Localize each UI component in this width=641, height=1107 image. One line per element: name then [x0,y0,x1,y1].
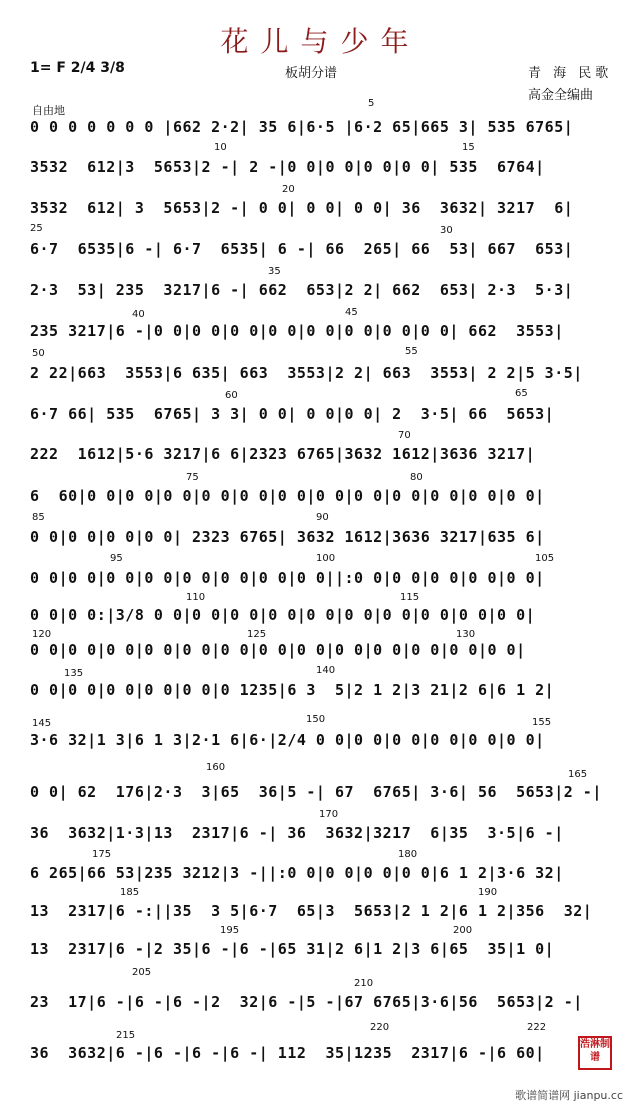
arranger-seal: 浩淋制谱 [578,1036,612,1070]
staff-row: 23 17|6 -|6 -|6 -|2 32|6 -|5 -|67 6765|3·6|56 5653|2 -| [30,993,583,1011]
measure-number: 190 [478,887,498,898]
measure-number: 125 [247,629,267,640]
staff-row: 3532 612| 3 5653|2 -| 0 0| 0 0| 0 0| 36 3632| 3217 6| [30,199,574,217]
measure-number: 220 [370,1022,390,1033]
measure-number: 20 [282,184,295,195]
measure-number: 215 [116,1030,136,1041]
staff-row: 2·3 53| 235 3217|6 -| 662 653|2 2| 662 653| 2·3 5·3| [30,281,574,299]
measure-number: 70 [398,430,411,441]
measure-number: 210 [354,978,374,989]
site-watermark: 歌谱简谱网 jianpu.cc [515,1089,623,1102]
staff-row: 0 0|0 0|0 0|0 0|0 0|0 0|0 0|0 0|0 0|0 0|0 0|0 0|0 0| [30,641,526,659]
measure-number: 195 [220,925,240,936]
measure-number: 90 [316,512,329,523]
measure-number: 5 [368,98,375,109]
staff-row: 222 1612|5·6 3217|6 6|2323 6765|3632 1612|3636 3217| [30,445,536,463]
staff-row: 0 0|0 0:|3/8 0 0|0 0|0 0|0 0|0 0|0 0|0 0|0 0|0 0|0 0| [30,606,536,624]
measure-number: 120 [32,629,52,640]
staff-row: 36 3632|6 -|6 -|6 -|6 -| 112 35|1235 2317|6 -|6 60| [30,1044,545,1062]
staff-row: 0 0| 62 176|2·3 3|65 36|5 -| 67 6765| 3·6| 56 5653|2 -| [30,783,602,801]
staff-row: 235 3217|6 -|0 0|0 0|0 0|0 0|0 0|0 0|0 0|0 0| 662 3553| [30,322,564,340]
measure-number: 165 [568,769,588,780]
measure-number: 65 [515,388,528,399]
measure-number: 60 [225,390,238,401]
measure-number: 175 [92,849,112,860]
measure-number: 10 [214,142,227,153]
measure-number: 185 [120,887,140,898]
part-subtitle: 板胡分谱 [285,66,338,81]
measure-number: 85 [32,512,45,523]
staff-row: 0 0|0 0|0 0|0 0| 2323 6765| 3632 1612|3636 3217|635 6| [30,528,545,546]
measure-number: 105 [535,553,555,564]
measure-number: 55 [405,346,418,357]
measure-number: 50 [32,348,45,359]
measure-number: 80 [410,472,423,483]
measure-number: 110 [186,592,206,603]
measure-number: 200 [453,925,473,936]
measure-number: 40 [132,309,145,320]
staff-row: 0 0 0 0 0 0 0 |662 2·2| 35 6|6·5 |6·2 65|665 3| 535 6765| [30,118,574,136]
measure-number: 170 [319,809,339,820]
staff-row: 2 22|663 3553|6 635| 663 3553|2 2| 663 3553| 2 2|5 3·5| [30,364,583,382]
measure-number: 45 [345,307,358,318]
key-signature: 1= F 2/4 3/8 [30,60,125,76]
staff-row: 3·6 32|1 3|6 1 3|2·1 6|6·|2/4 0 0|0 0|0 0|0 0|0 0|0 0| [30,731,545,749]
measure-number: 180 [398,849,418,860]
measure-number: 35 [268,266,281,277]
measure-number: 205 [132,967,152,978]
tempo-marking: 自由地 [32,104,65,117]
staff-row: 0 0|0 0|0 0|0 0|0 0|0 1235|6 3 5|2 1 2|3 21|2 6|6 1 2| [30,681,555,699]
staff-row: 6 60|0 0|0 0|0 0|0 0|0 0|0 0|0 0|0 0|0 0|0 0|0 0|0 0| [30,487,545,505]
measure-number: 135 [64,668,84,679]
staff-row: 13 2317|6 -|2 35|6 -|6 -|65 31|2 6|1 2|3 6|65 35|1 0| [30,940,555,958]
staff-row: 6·7 66| 535 6765| 3 3| 0 0| 0 0|0 0| 2 3·5| 66 5653| [30,405,555,423]
staff-row: 3532 612|3 5653|2 -| 2 -|0 0|0 0|0 0|0 0| 535 6764| [30,158,545,176]
measure-number: 25 [30,223,43,234]
staff-row: 6·7 6535|6 -| 6·7 6535| 6 -| 66 265| 66 53| 667 653| [30,240,574,258]
staff-row: 6 265|66 53|235 3212|3 -||:0 0|0 0|0 0|0 0|6 1 2|3·6 32| [30,864,564,882]
origin-label: 青 海 民歌 [528,66,613,81]
measure-number: 75 [186,472,199,483]
measure-number: 95 [110,553,123,564]
arranger-label: 高金全编曲 [528,88,594,103]
measure-number: 140 [316,665,336,676]
measure-number: 145 [32,718,52,729]
measure-number: 15 [462,142,475,153]
staff-row: 36 3632|1·3|13 2317|6 -| 36 3632|3217 6|35 3·5|6 -| [30,824,564,842]
measure-number: 100 [316,553,336,564]
measure-number: 155 [532,717,552,728]
measure-number: 160 [206,762,226,773]
measure-number: 150 [306,714,326,725]
measure-number: 222 [527,1022,547,1033]
measure-number: 30 [440,225,453,236]
staff-row: 13 2317|6 -:||35 3 5|6·7 65|3 5653|2 1 2|6 1 2|356 32| [30,902,593,920]
measure-number: 115 [400,592,420,603]
staff-row: 0 0|0 0|0 0|0 0|0 0|0 0|0 0|0 0||:0 0|0 0|0 0|0 0|0 0| [30,569,545,587]
measure-number: 130 [456,629,476,640]
score-title: 花儿与少年 [220,25,421,58]
